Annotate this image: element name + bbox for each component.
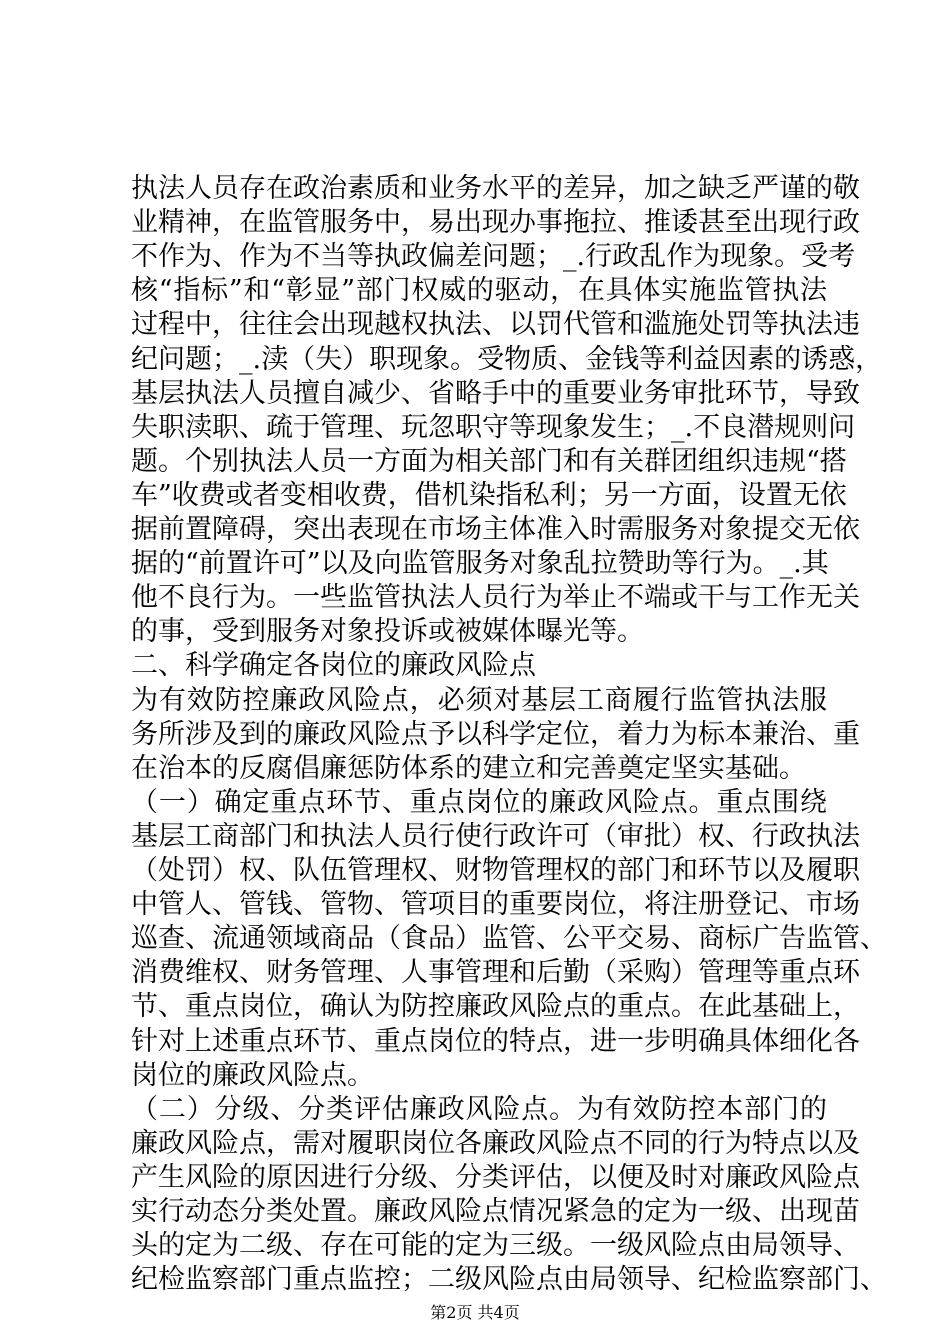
text-line: 中管人、管钱、管物、管项目的重要岗位，将注册登记、市场 [131,889,860,921]
text-line: 基层工商部门和执法人员行使行政许可（审批）权、行政执法 [131,820,860,852]
text-line: 在治本的反腐倡廉惩防体系的建立和完善奠定坚实基础。 [131,752,806,784]
text-line: （二）分级、分类评估廉政风险点。为有效防控本部门的 [131,1093,827,1125]
text-line: 廉政风险点，需对履职岗位各廉政风险点不同的行为特点以及 [131,1127,860,1159]
text-line: 基层执法人员擅自减少、省略手中的重要业务审批环节，导致 [131,377,860,409]
text-line: （处罚）权、队伍管理权、财物管理权的部门和环节以及履职 [131,855,860,886]
text-line: 针对上述重点环节、重点岗位的特点，进一步明确具体细化各 [131,1025,860,1057]
text-line: 失职渎职、疏于管理、玩忽职守等现象发生；_.不良潜规则问 [131,411,856,443]
text-line: 节、重点岗位，确认为防控廉政风险点的重点。在此基础上， [131,991,860,1023]
text-line: 头的定为二级、存在可能的定为三级。一级风险点由局领导、 [131,1230,860,1262]
text-line: 业精神，在监管服务中，易出现办事拖拉、推诿甚至出现行政 [131,207,860,239]
text-line: 消费维权、财务管理、人事管理和后勤（采购）管理等重点环 [131,957,860,989]
text-line: 据前置障碍，突出表现在市场主体准入时需服务对象提交无依 [131,514,860,545]
text-line: 他不良行为。一些监管执法人员行为举止不端或干与工作无关 [131,582,860,614]
text-line: 产生风险的原因进行分级、分类评估，以便及时对廉政风险点 [131,1161,860,1193]
text-line: 实行动态分类处置。廉政风险点情况紧急的定为一级、出现苗 [131,1196,860,1227]
text-line: 车”收费或者变相收费，借机染指私利；另一方面，设置无依 [131,479,847,511]
text-line: 核“指标”和“彰显”部门权威的驱动，在具体实施监管执法 [131,275,827,307]
text-line: 题。个别执法人员一方面为相关部门和有关群团组织违规“搭 [131,445,847,477]
text-line: 不作为、作为不当等执政偏差问题；_.行政乱作为现象。受考 [131,241,856,273]
text-line: 纪检监察部门重点监控；二级风险点由局领导、纪检监察部门、 [131,1264,887,1296]
text-line: 为有效防控廉政风险点，必须对基层工商履行监管执法服 [131,684,827,716]
text-line: 纪问题；_.渎（失）职现象。受物质、金钱等利益因素的诱惑， [131,343,883,375]
text-line: 的事，受到服务对象投诉或被媒体曝光等。 [131,616,644,648]
page-footer: 第2页 共4页 [430,1303,520,1322]
text-line: 据的“前置许可”以及向监管服务对象乱拉赞助等行为。_.其 [131,548,829,580]
text-line: 过程中，往往会出现越权执法、以罚代管和滥施处罚等执法违 [131,309,860,341]
text-line: 岗位的廉政风险点。 [131,1059,374,1091]
text-line: 执法人员存在政治素质和业务水平的差异，加之缺乏严谨的敬 [131,173,860,204]
text-line: 巡查、流通领域商品（食品）监管、公平交易、商标广告监管、 [131,923,887,955]
text-line: 二、科学确定各岗位的廉政风险点 [131,650,536,682]
text-line: （一）确定重点环节、重点岗位的廉政风险点。重点围绕 [131,786,827,818]
text-line: 务所涉及到的廉政风险点予以科学定位，着力为标本兼治、重 [131,718,860,750]
